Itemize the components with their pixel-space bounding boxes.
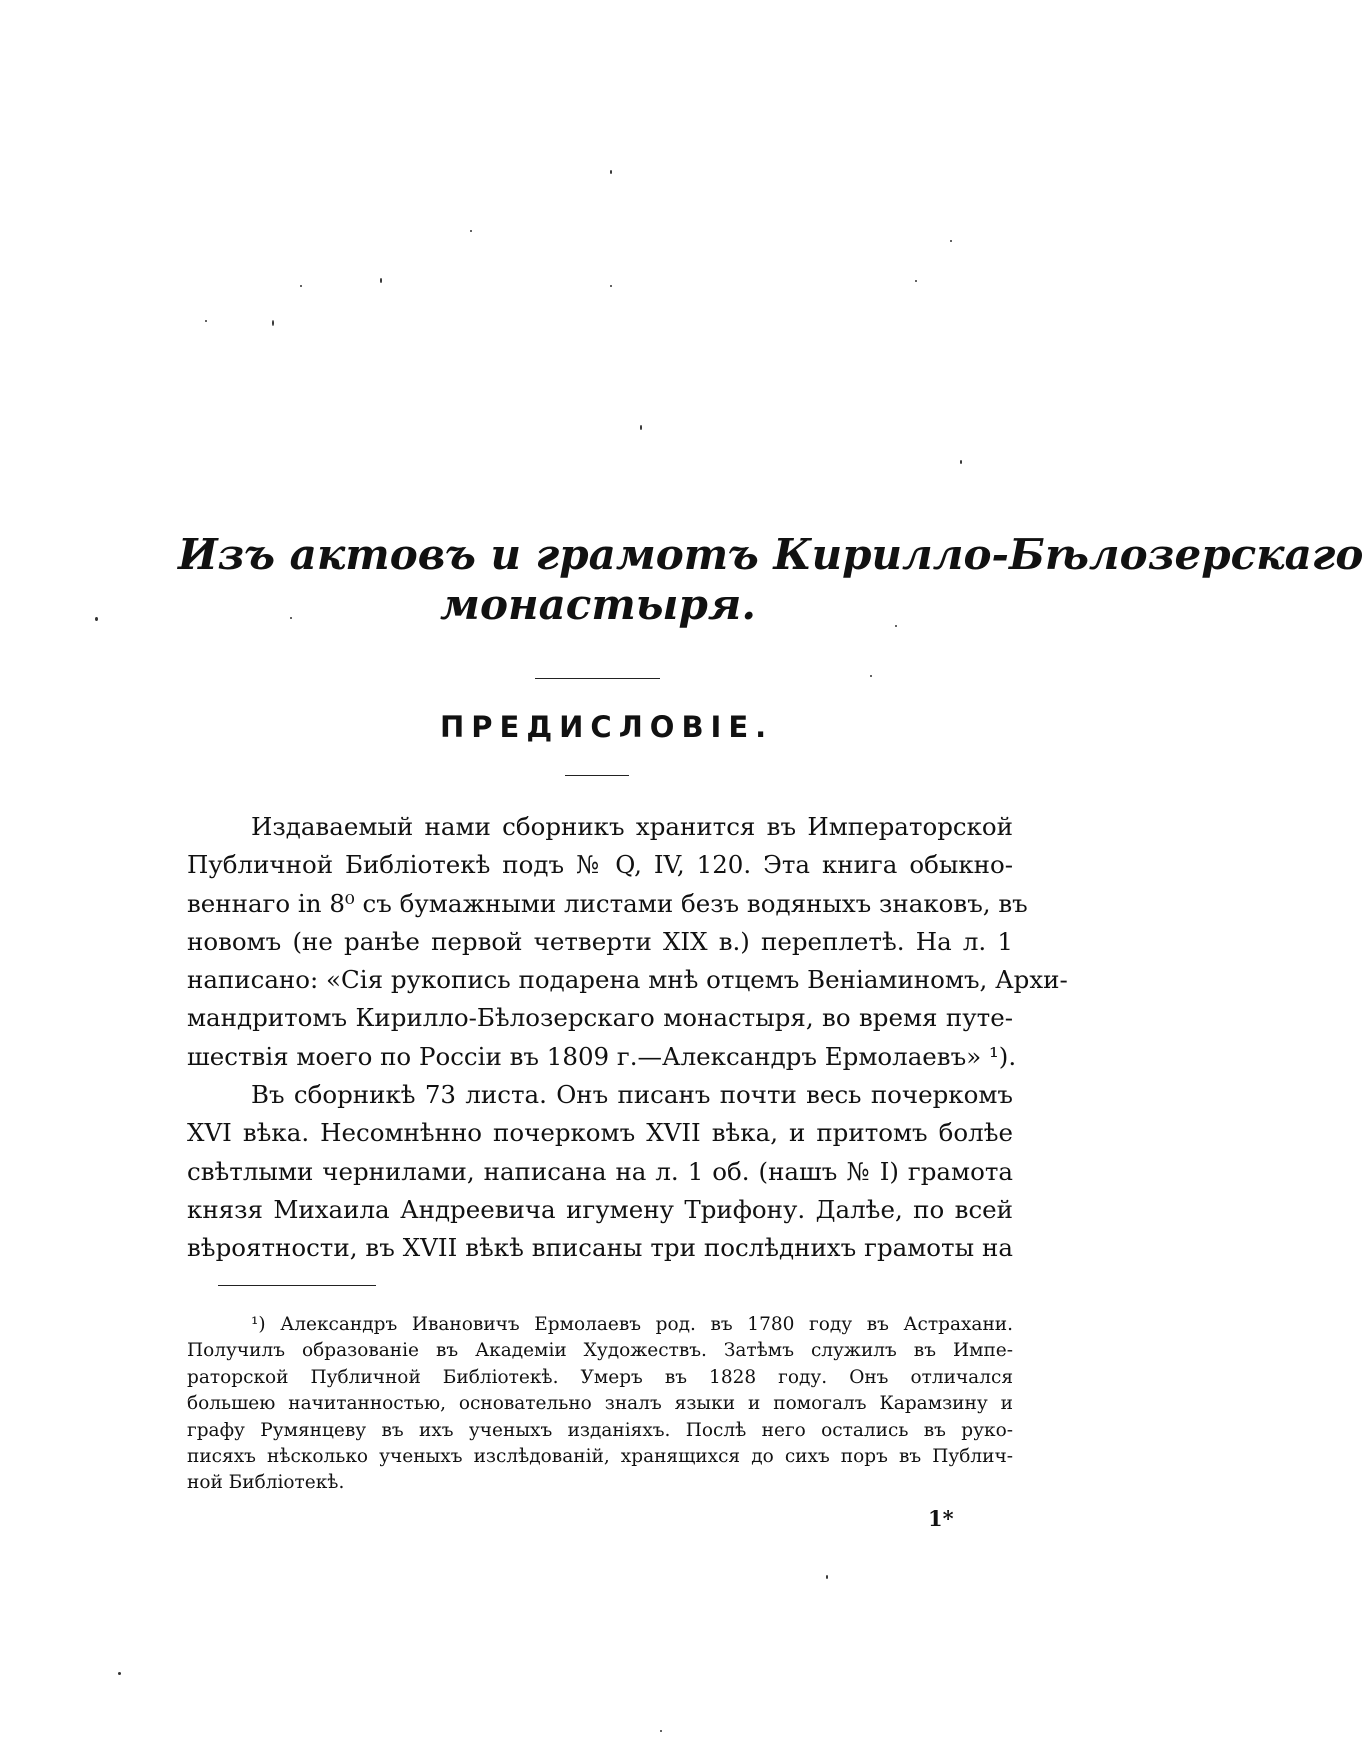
title-line-1: Изъ актовъ и грамотъ Кирилло-Бѣлозерскаго [178, 530, 1363, 579]
scan-speck [300, 285, 302, 287]
footnote-line: графу Румянцеву въ ихъ ученыхъ изданіяхъ. Послѣ него остались въ руко- [187, 1419, 1013, 1441]
body-text [187, 808, 1068, 1268]
scan-speck [610, 285, 612, 287]
scan-speck [915, 280, 917, 282]
section-heading: ПРЕДИСЛОВІЕ. [440, 710, 774, 744]
footnote-line: большею начитанностью, основательно зналъ языки и помогалъ Карамзину и [187, 1393, 1013, 1415]
scan-speck [950, 240, 952, 242]
body-line: новомъ (не ранѣе первой четверти XIX в.) переплетѣ. На л. 1 [187, 926, 1013, 956]
body-line: князя Михаила Андреевича игумену Трифону. Далѣе, по всей [187, 1194, 1013, 1224]
footnote-line: раторской Публичной Библіотекѣ. Умеръ въ 1828 году. Онъ отличался [187, 1366, 1013, 1388]
scan-speck [610, 170, 612, 174]
scan-speck [660, 1730, 662, 1732]
footnote-line: ной Библіотекѣ. [187, 1472, 345, 1494]
body-line: XVI вѣка. Несомнѣнно почеркомъ XVII вѣка, и притомъ болѣе [187, 1118, 1013, 1148]
body-line: вѣроятности, въ XVII вѣкѣ вписаны три послѣднихъ грамоты на [187, 1233, 1013, 1263]
footnote-line: ¹) Александръ Ивановичъ Ермолаевъ род. въ 1780 году въ Астрахани. [251, 1314, 1013, 1335]
scan-speck [960, 460, 962, 464]
body-line: Публичной Библіотекѣ подъ № Q, IV, 120. Эта книга обыкно- [187, 850, 1013, 880]
title-line-2: монастыря. [440, 580, 756, 629]
scan-speck [895, 625, 897, 627]
body-line: мандритомъ Кирилло-Бѣлозерскаго монастыря, во время путе- [187, 1003, 1013, 1033]
scan-speck [272, 320, 274, 326]
scan-speck [118, 1672, 121, 1675]
body-line: Въ сборникѣ 73 листа. Онъ писанъ почти весь почеркомъ [251, 1080, 1013, 1110]
scan-speck [290, 617, 292, 619]
scan-speck [640, 425, 642, 430]
scan-speck [95, 617, 98, 621]
body-line: веннаго in 8⁰ съ бумажными листами безъ водяныхъ знаковъ, въ [187, 888, 1028, 918]
footnote-line: Получилъ образованіе въ Академіи Художествъ. Затѣмъ служилъ въ Импе- [187, 1340, 1013, 1362]
page-number: 1* [928, 1506, 954, 1531]
scan-speck [870, 675, 872, 677]
footnote [187, 1312, 1013, 1497]
body-line: свѣтлыми чернилами, написана на л. 1 об. (нашъ № I) грамота [187, 1156, 1013, 1186]
scan-speck [380, 278, 382, 283]
page-title [178, 530, 1363, 630]
heading-divider [565, 775, 629, 776]
scan-speck [205, 320, 207, 322]
body-line: Издаваемый нами сборникъ хранится въ Императорской [251, 812, 1013, 841]
body-line: написано: «Сія рукопись подарена мнѣ отцемъ Веніаминомъ, Архи- [187, 965, 1068, 995]
footnote-divider [218, 1285, 376, 1286]
title-divider [535, 678, 660, 679]
scan-speck [826, 1575, 828, 1579]
scan-speck [470, 230, 472, 232]
body-line: шествія моего по Россіи въ 1809 г.—Александръ Ермолаевъ» ¹). [187, 1041, 1017, 1071]
footnote-line: писяхъ нѣсколько ученыхъ изслѣдованій, хранящихся до сихъ поръ въ Публич- [187, 1445, 1013, 1467]
